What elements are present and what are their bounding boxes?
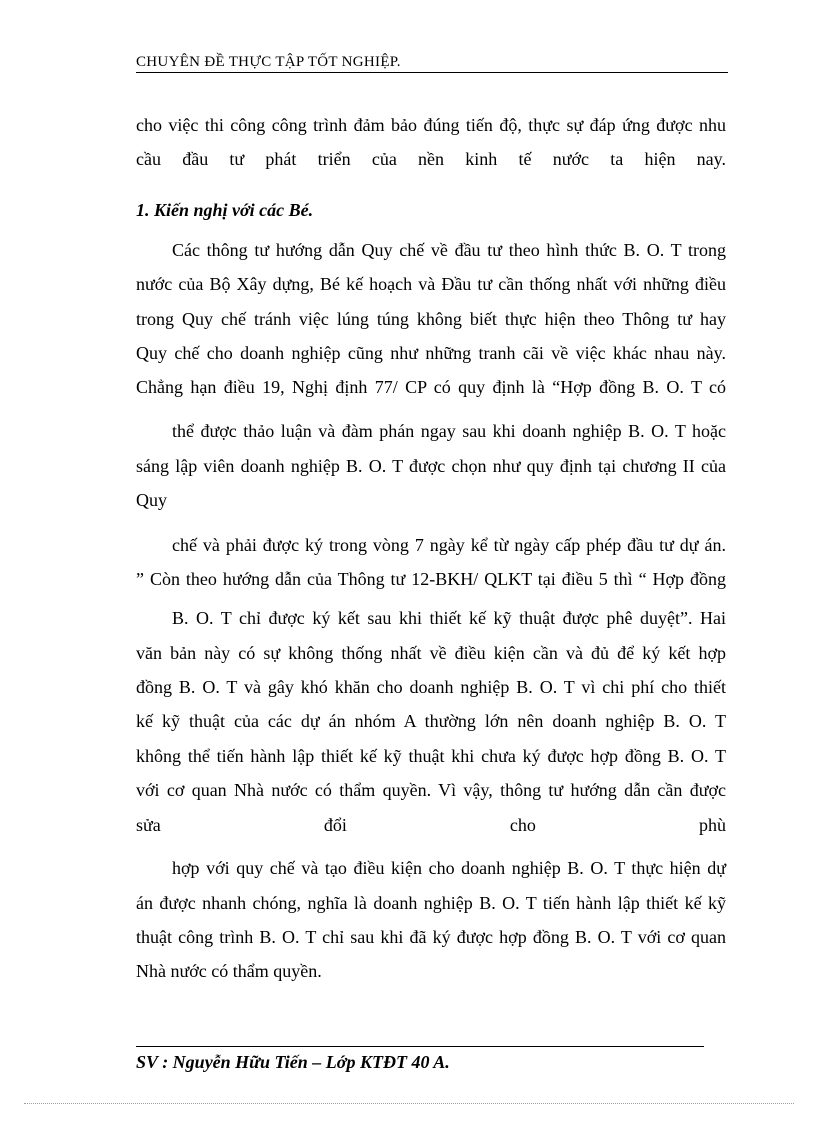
body-line-13: B. O. T chỉ được ký kết sau khi thiết kế kỹ thuật được phê duyệt”. Hai <box>172 608 726 628</box>
body-line-1: cho việc thi công công trình đảm bảo đúng tiến độ, thực sự đáp ứng được nhu <box>136 115 726 135</box>
section-heading: 1. Kiến nghị với các Bé. <box>136 200 314 220</box>
body-line-7: Chẳng hạn điều 19, Nghị định 77/ CP có quy định là “Hợp đồng B. O. T có <box>136 377 726 397</box>
body-line-4: nước của Bộ Xây dựng, Bé kế hoạch và Đầu tư cần thống nhất với những điều <box>136 274 726 294</box>
footer-divider <box>136 1046 704 1047</box>
page-footer-author: SV : Nguyễn Hữu Tiến – Lớp KTĐT 40 A. <box>136 1052 450 1072</box>
body-line-6: Quy chế cho doanh nghiệp cũng như những tranh cãi về việc khác nhau này. <box>136 343 726 363</box>
header-divider <box>136 72 728 73</box>
body-line-20: hợp với quy chế và tạo điều kiện cho doanh nghiệp B. O. T thực hiện dự <box>172 858 726 878</box>
body-line-9: sáng lập viên doanh nghiệp B. O. T được chọn như quy định tại chương II của <box>136 456 726 476</box>
body-line-15: đồng B. O. T và gây khó khăn cho doanh nghiệp B. O. T vì chi phí cho thiết <box>136 677 726 697</box>
body-line-18: với cơ quan Nhà nước có thẩm quyền. Vì vậy, thông tư hướng dẫn cần được <box>136 780 726 800</box>
body-line-2: cầu đầu tư phát triển của nền kinh tế nước ta hiện nay. <box>136 149 726 169</box>
body-line-8: thể được thảo luận và đàm phán ngay sau khi doanh nghiệp B. O. T hoặc <box>172 421 726 441</box>
body-line-11: chế và phải được ký trong vòng 7 ngày kể từ ngày cấp phép đầu tư dự án. <box>172 535 726 555</box>
body-line-22: thuật công trình B. O. T chỉ sau khi đã ký được hợp đồng B. O. T với cơ quan <box>136 927 726 947</box>
body-line-12: ” Còn theo hướng dẫn của Thông tư 12-BKH/ QLKT tại điều 5 thì “ Hợp đồng <box>136 569 726 589</box>
body-line-3: Các thông tư hướng dẫn Quy chế về đầu tư theo hình thức B. O. T trong <box>172 240 726 260</box>
body-line-14: văn bản này có sự không thống nhất về điều kiện cần và đủ để ký kết hợp <box>136 643 726 663</box>
body-line-21: án được nhanh chóng, nghĩa là doanh nghiệp B. O. T tiến hành lập thiết kế kỹ <box>136 893 726 913</box>
body-line-5: trong Quy chế tránh việc lúng túng không biết thực hiện theo Thông tư hay <box>136 309 726 329</box>
body-line-16: kế kỹ thuật của các dự án nhóm A thường lớn nên doanh nghiệp B. O. T <box>136 711 726 731</box>
page-header-title: CHUYÊN ĐỀ THỰC TẬP TỐT NGHIỆP. <box>136 54 401 70</box>
body-line-17: không thể tiến hành lập thiết kế kỹ thuật khi chưa ký được hợp đồng B. O. T <box>136 746 726 766</box>
body-line-10: Quy <box>136 490 167 510</box>
body-line-23: Nhà nước có thẩm quyền. <box>136 961 322 981</box>
page-bottom-dotted-line <box>24 1103 794 1104</box>
body-line-19: sửa đổi cho phù <box>136 815 726 835</box>
